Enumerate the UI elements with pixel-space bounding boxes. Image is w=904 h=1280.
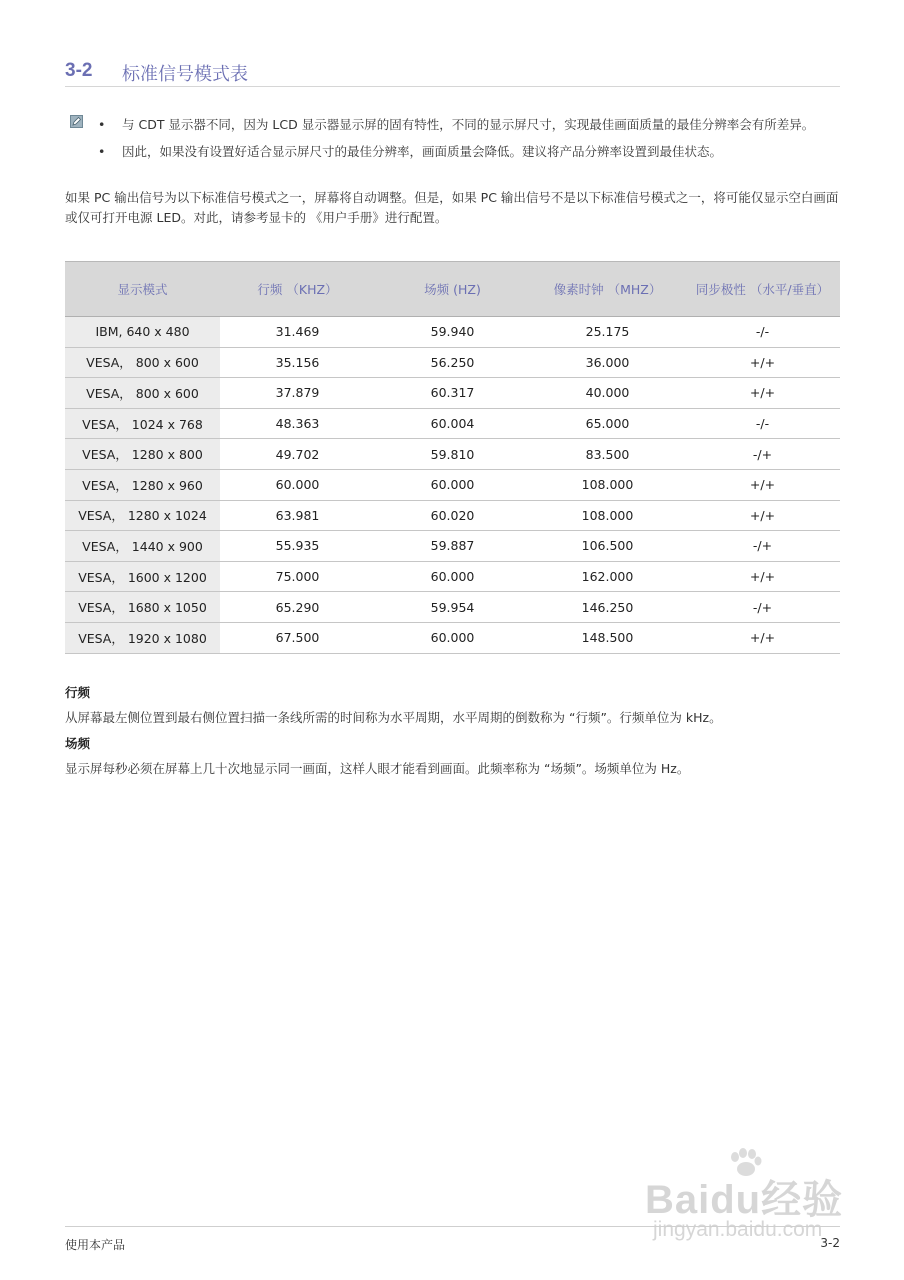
note-text: 因此，如果没有设置好适合显示屏尺寸的最佳分辨率，画面质量会降低。建议将产品分辨率设置到最佳状态。 [122, 144, 723, 159]
table-header-row [65, 262, 840, 317]
bullet-icon: • [98, 117, 106, 132]
note-text: 与 CDT 显示器不同，因为 LCD 显示器显示屏的固有特性，不同的显示屏尺寸，实现最佳画面质量的最佳分辨率会有所差异。 [122, 117, 815, 132]
cell-horizontal-frequency: 35.156 [220, 347, 375, 378]
cell-pixel-clock: 106.500 [530, 531, 685, 562]
cell-horizontal-frequency: 55.935 [220, 531, 375, 562]
table-row [65, 622, 840, 653]
table-row [65, 500, 840, 531]
table-row [65, 592, 840, 623]
footer-page-number: 3-2 [820, 1236, 840, 1250]
footer-chapter: 使用本产品 [65, 1238, 126, 1252]
note-item [98, 142, 843, 162]
cell-display-mode: VESA， 1280 x 800 [65, 439, 220, 470]
intro-paragraph: 如果 PC 输出信号为以下标准信号模式之一，屏幕将自动调整。但是，如果 PC 输出信号不是以下标准信号模式之一，将可能仅显示空白画面或仅可打开电源 LED。对此，请参考显卡的 《用户手册》进行配置。 [65, 190, 839, 225]
cell-sync-polarity: -/+ [685, 439, 840, 470]
signal-modes-table [65, 261, 840, 654]
bullet-icon: • [98, 144, 106, 159]
term-heading-vertical-frequency: 场频 [65, 736, 91, 751]
watermark-url: jingyan.baidu.com [653, 1218, 823, 1241]
header-pixel-clock: 像素时钟 （MHZ） [530, 262, 685, 317]
cell-sync-polarity: +/+ [685, 561, 840, 592]
watermark-brand: Baidu经验 [645, 1178, 844, 1222]
cell-sync-polarity: -/+ [685, 531, 840, 562]
cell-vertical-frequency: 59.887 [375, 531, 530, 562]
header-vertical-frequency: 场频 (HZ) [375, 262, 530, 317]
section-number: 3-2 [65, 60, 93, 81]
cell-horizontal-frequency: 63.981 [220, 500, 375, 531]
table-row [65, 531, 840, 562]
cell-sync-polarity: -/- [685, 317, 840, 348]
cell-horizontal-frequency: 37.879 [220, 378, 375, 409]
cell-sync-polarity: +/+ [685, 500, 840, 531]
table-row [65, 378, 840, 409]
cell-horizontal-frequency: 67.500 [220, 622, 375, 653]
cell-vertical-frequency: 59.810 [375, 439, 530, 470]
cell-pixel-clock: 65.000 [530, 408, 685, 439]
term-body-horizontal-frequency: 从屏幕最左侧位置到最右侧位置扫描一条线所需的时间称为水平周期，水平周期的倒数称为 “行频”。行频单位为 kHz。 [65, 710, 722, 725]
header-display-mode: 显示模式 [65, 262, 220, 317]
header-horizontal-frequency: 行频 （KHZ） [220, 262, 375, 317]
header-sync-polarity: 同步极性 （水平/垂直） [685, 262, 840, 317]
cell-pixel-clock: 108.000 [530, 469, 685, 500]
cell-sync-polarity: +/+ [685, 378, 840, 409]
cell-sync-polarity: +/+ [685, 347, 840, 378]
cell-display-mode: VESA， 1920 x 1080 [65, 622, 220, 653]
cell-vertical-frequency: 59.940 [375, 317, 530, 348]
watermark [635, 1148, 865, 1248]
table-row [65, 561, 840, 592]
cell-horizontal-frequency: 60.000 [220, 469, 375, 500]
cell-pixel-clock: 25.175 [530, 317, 685, 348]
cell-pixel-clock: 83.500 [530, 439, 685, 470]
cell-pixel-clock: 148.500 [530, 622, 685, 653]
cell-vertical-frequency: 60.000 [375, 622, 530, 653]
cell-display-mode: VESA， 1280 x 1024 [65, 500, 220, 531]
cell-vertical-frequency: 56.250 [375, 347, 530, 378]
table-row [65, 439, 840, 470]
cell-sync-polarity: +/+ [685, 622, 840, 653]
cell-display-mode: VESA， 800 x 600 [65, 347, 220, 378]
table-row [65, 317, 840, 348]
cell-horizontal-frequency: 65.290 [220, 592, 375, 623]
cell-sync-polarity: -/+ [685, 592, 840, 623]
cell-vertical-frequency: 60.000 [375, 561, 530, 592]
note-list [98, 115, 843, 162]
cell-sync-polarity: -/- [685, 408, 840, 439]
cell-vertical-frequency: 60.317 [375, 378, 530, 409]
cell-pixel-clock: 146.250 [530, 592, 685, 623]
table-row [65, 347, 840, 378]
note-item [98, 115, 843, 135]
cell-display-mode: VESA， 1280 x 960 [65, 469, 220, 500]
section-title: 标准信号模式表 [122, 64, 248, 85]
cell-vertical-frequency: 60.000 [375, 469, 530, 500]
cell-pixel-clock: 40.000 [530, 378, 685, 409]
table-row [65, 408, 840, 439]
cell-display-mode: VESA， 1600 x 1200 [65, 561, 220, 592]
section-header [65, 58, 840, 87]
cell-pixel-clock: 36.000 [530, 347, 685, 378]
footer-divider [65, 1226, 840, 1227]
cell-horizontal-frequency: 49.702 [220, 439, 375, 470]
cell-display-mode: IBM, 640 x 480 [65, 317, 220, 348]
cell-display-mode: VESA， 1024 x 768 [65, 408, 220, 439]
cell-vertical-frequency: 60.004 [375, 408, 530, 439]
cell-horizontal-frequency: 31.469 [220, 317, 375, 348]
cell-sync-polarity: +/+ [685, 469, 840, 500]
cell-display-mode: VESA， 1680 x 1050 [65, 592, 220, 623]
cell-pixel-clock: 108.000 [530, 500, 685, 531]
term-body-vertical-frequency: 显示屏每秒必须在屏幕上几十次地显示同一画面，这样人眼才能看到画面。此频率称为 “场频”。场频单位为 Hz。 [65, 761, 690, 776]
cell-vertical-frequency: 60.020 [375, 500, 530, 531]
cell-display-mode: VESA， 800 x 600 [65, 378, 220, 409]
cell-display-mode: VESA， 1440 x 900 [65, 531, 220, 562]
cell-horizontal-frequency: 75.000 [220, 561, 375, 592]
table-row [65, 469, 840, 500]
cell-vertical-frequency: 59.954 [375, 592, 530, 623]
note-icon [70, 115, 83, 128]
cell-pixel-clock: 162.000 [530, 561, 685, 592]
cell-horizontal-frequency: 48.363 [220, 408, 375, 439]
term-heading-horizontal-frequency: 行频 [65, 685, 91, 700]
